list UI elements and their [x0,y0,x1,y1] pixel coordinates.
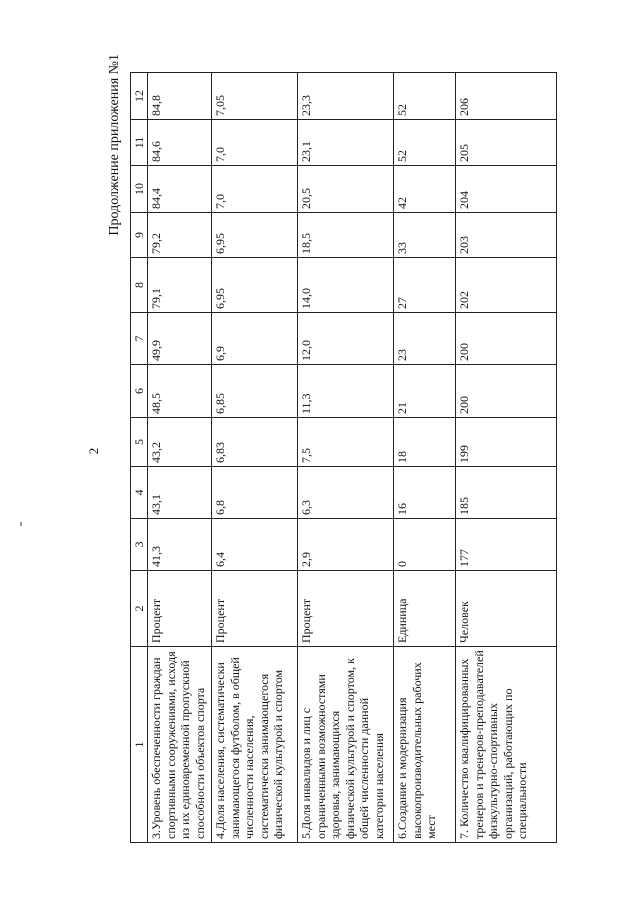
value-cell: 6,8 [212,467,298,519]
header-cell: 2 [131,571,148,647]
value-cell: 7,0 [212,120,298,166]
value-cell: 18 [394,418,456,467]
value-cell: 7,05 [212,73,298,120]
value-cell: 6,85 [212,365,298,418]
value-cell: 185 [456,467,557,519]
value-cell: 43,2 [148,418,212,467]
indicator-unit: Процент [148,571,212,647]
value-cell: 20,5 [298,166,394,213]
header-cell: 8 [131,258,148,313]
value-cell: 6,95 [212,213,298,258]
value-cell: 23,1 [298,120,394,166]
table-row [212,73,298,843]
indicator-name: 4.Доля населения, систематически занимающегося футболом, в общей численности населения, систематически занимающегося физической культурой и спортом [212,647,298,843]
header-cell: 3 [131,519,148,571]
page-number: 2 [86,447,101,455]
value-cell: 206 [456,73,557,120]
indicator-name: 3.Уровень обеспеченности граждан спортивными сооружениями, исходя из их единовременной пропускной способности объектов спорта [148,647,212,843]
appendix-caption: Продолжение приложения №1 [107,54,122,236]
rotated-content [102,53,534,843]
value-cell: 7,0 [212,166,298,213]
value-cell: 18,5 [298,213,394,258]
value-cell: 23,3 [298,73,394,120]
value-cell: 204 [456,166,557,213]
value-cell: 41,3 [148,519,212,571]
value-cell: 0 [394,519,456,571]
value-cell: 6,83 [212,418,298,467]
value-cell: 200 [456,313,557,365]
value-cell: 7,5 [298,418,394,467]
value-cell: 49,9 [148,313,212,365]
value-cell: 33 [394,213,456,258]
value-cell: 79,2 [148,213,212,258]
table-row [298,73,394,843]
header-cell: 10 [131,166,148,213]
header-cell: 1 [131,647,148,843]
header-cell: 11 [131,120,148,166]
header-cell: 5 [131,418,148,467]
indicator-table [130,72,557,843]
table-row [456,73,557,843]
value-cell: 48,5 [148,365,212,418]
value-cell: 6,95 [212,258,298,313]
header-cell: 12 [131,73,148,120]
value-cell: 11,3 [298,365,394,418]
value-cell: 199 [456,418,557,467]
indicator-unit: Человек [456,571,557,647]
value-cell: 23 [394,313,456,365]
value-cell: 43,1 [148,467,212,519]
value-cell: 6,9 [212,313,298,365]
indicator-unit: Единица [394,571,456,647]
value-cell: 6,4 [212,519,298,571]
table-row [394,73,456,843]
value-cell: 14,0 [298,258,394,313]
table-row [148,73,212,843]
value-cell: 6,3 [298,467,394,519]
value-cell: 27 [394,258,456,313]
value-cell: 52 [394,120,456,166]
value-cell: 177 [456,519,557,571]
value-cell: 84,8 [148,73,212,120]
value-cell: 203 [456,213,557,258]
value-cell: 84,4 [148,166,212,213]
value-cell: 84,6 [148,120,212,166]
value-cell: 205 [456,120,557,166]
indicator-name: 7. Количество квалифицированных тренеров и тренеров-преподавателей физкультурно-спортивных организаций, работающих по специальности [456,647,557,843]
header-cell: 6 [131,365,148,418]
indicator-unit: Процент [298,571,394,647]
value-cell: 79,1 [148,258,212,313]
indicator-name: 5.Доля инвалидов и лиц с ограниченными возможностями здоровья, занимающихся физической культурой и спортом, к общей численности данной категории населения [298,647,394,843]
value-cell: 202 [456,258,557,313]
value-cell: 52 [394,73,456,120]
value-cell: 42 [394,166,456,213]
value-cell: 21 [394,365,456,418]
value-cell: 2,9 [298,519,394,571]
indicator-unit: Процент [212,571,298,647]
header-row [131,73,148,843]
scan-mark [20,522,22,526]
value-cell: 200 [456,365,557,418]
header-cell: 7 [131,313,148,365]
indicator-name: 6.Создание и модернизация высокопроизводительных рабочих мест [394,647,456,843]
value-cell: 16 [394,467,456,519]
header-cell: 4 [131,467,148,519]
header-cell: 9 [131,213,148,258]
value-cell: 12,0 [298,313,394,365]
